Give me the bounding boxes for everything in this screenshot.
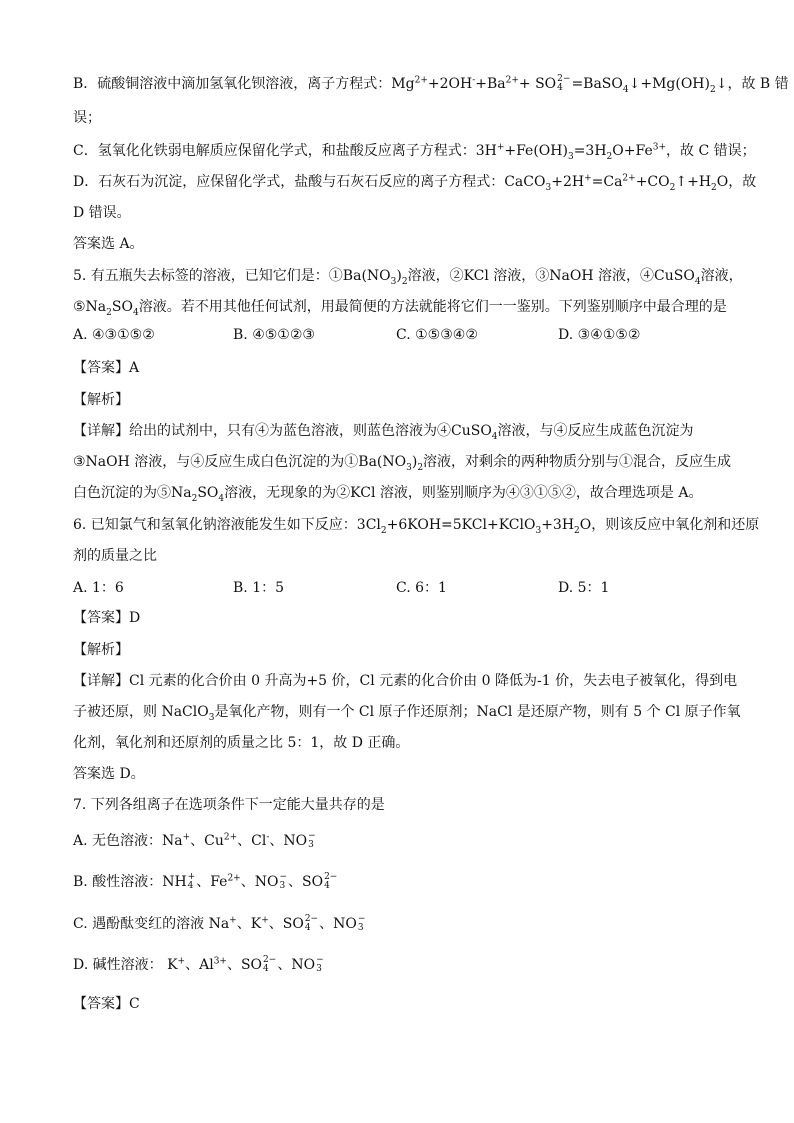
detail-6-line3: 化剂，氧化剂和还原剂的质量之比 5：1，故 D 正确。	[73, 735, 410, 751]
subscript: 2	[380, 525, 387, 536]
text-run: 、K	[236, 916, 262, 932]
text-run: =3H	[573, 143, 607, 159]
sub-sup: 2− 4	[263, 955, 277, 974]
text-run: ⑤Na	[73, 299, 107, 315]
superscript: +	[177, 956, 186, 967]
sub-sup: 2− 4	[557, 74, 571, 93]
subscript: 4	[218, 493, 225, 504]
text-run: +Fe(OH)	[504, 143, 568, 159]
text-run: SO	[197, 485, 219, 501]
text-run: 白色沉淀的为⑤Na	[73, 485, 192, 501]
text-line	[73, 108, 101, 128]
text-run: 溶液，无现象的为②KCl 溶液，则鉴别顺序为④③①⑤②，故合理选项是 A。	[224, 485, 703, 501]
answer-label: 【答案】D	[73, 610, 141, 626]
subscript: 2	[711, 182, 717, 193]
sub-sup: + 4	[187, 872, 196, 891]
answer-line	[73, 234, 144, 254]
option-b	[73, 872, 338, 892]
superscript: +	[584, 173, 592, 184]
option-c: C. 6：1	[396, 580, 447, 596]
text-run: 、NO	[269, 833, 308, 849]
superscript: -	[472, 75, 476, 86]
question-5	[73, 266, 743, 286]
option-a: A. ④③①⑤②	[73, 327, 155, 343]
text-run: 溶液，	[700, 268, 743, 284]
subscript: 2	[709, 84, 716, 95]
superscript: +	[182, 832, 191, 843]
subscript: 4	[491, 431, 498, 442]
question-5-cont	[73, 297, 727, 317]
text-run: 、Cl	[237, 833, 267, 849]
text-run: 、Fe	[196, 874, 228, 890]
text-run: +CO	[635, 174, 670, 190]
text-run: A. 无色溶液：Na	[73, 833, 183, 849]
text-run: 、Al	[185, 957, 214, 973]
superscript: +	[261, 915, 269, 926]
option-d-explanation	[73, 172, 756, 192]
text-run: C．氢氧化化铁弱电解质应保留化学式，和盐酸反应离子方程式：3H	[73, 143, 497, 159]
text-run: 6. 已知氯气和氢氧化钠溶液能发生如下反应：3Cl	[73, 517, 381, 533]
text-run: +2H	[551, 174, 585, 190]
text-run: D．石灰石为沉淀，应保留化学式，盐酸与石灰石反应的离子方程式：CaCO	[73, 174, 546, 190]
text-run: 子被还原，则 NaClO	[73, 704, 209, 720]
detail-5-line2	[73, 452, 731, 472]
text-run: =Ca	[591, 174, 623, 190]
subscript: 3	[535, 525, 542, 536]
text-run: B．硫酸铜溶液中滴加氢氧化钡溶液，离子方程式：Mg	[73, 76, 415, 92]
text-run: 【详解】给出的试剂中，只有④为蓝色溶液，则蓝色溶液为④CuSO	[73, 423, 492, 439]
detail-5-line1	[73, 421, 694, 441]
subscript: 2	[574, 525, 580, 536]
answer-label: 【答案】C	[73, 996, 140, 1012]
sub-sup: − 3	[308, 831, 316, 850]
text-run: =BaSO	[571, 76, 623, 92]
question-6-cont: 剂的质量之比	[73, 548, 157, 564]
option-d: D. ③④①⑤②	[558, 327, 641, 343]
text-run: 误；	[73, 110, 101, 126]
question-7: 7. 下列各组离子在选项条件下一定能大量共存的是	[73, 797, 385, 813]
option-c	[73, 914, 366, 934]
text-run: )	[411, 454, 418, 470]
sub-sup: 2− 4	[324, 872, 338, 891]
subscript: 2	[606, 151, 613, 162]
text-run: 答案选 A。	[73, 236, 144, 252]
analysis-label: 【解析】	[73, 392, 129, 408]
subscript: 3	[406, 462, 412, 473]
text-run: ↑+H	[675, 174, 712, 190]
superscript: +	[229, 915, 237, 926]
text-run: O+Fe	[612, 143, 653, 159]
superscript: 2+	[505, 75, 519, 86]
detail-6-line2	[73, 702, 741, 722]
sub-sup: 2− 4	[304, 914, 319, 933]
superscript: 2+	[223, 832, 238, 843]
subscript: 2	[669, 182, 676, 193]
text-run: C. 遇酚酞变红的溶液 Na	[73, 916, 230, 932]
text-run: 、NO	[319, 916, 357, 932]
option-b-explanation	[73, 74, 789, 94]
text-run: 、SO	[226, 957, 263, 973]
text-run: 5. 有五瓶失去标签的溶液，已知它们是：①Ba(NO	[73, 268, 391, 284]
option-c-explanation	[73, 141, 756, 161]
option-d	[73, 955, 325, 975]
text-run: 、NO	[240, 874, 279, 890]
option-b: B. ④⑤①②③	[233, 327, 315, 343]
subscript: 2	[401, 276, 408, 287]
text-run: +3H	[541, 517, 575, 533]
superscript: -	[266, 832, 270, 843]
text-run: ③NaOH 溶液，与④反应生成白色沉淀的为①Ba(NO	[73, 454, 407, 470]
text-run: 溶液，与④反应生成蓝色沉淀为	[497, 423, 694, 439]
sub-sup: − 3	[279, 872, 287, 891]
text-run: O，故	[716, 174, 757, 190]
subscript: 3	[545, 182, 552, 193]
question-6	[73, 515, 759, 535]
text-run: )	[396, 268, 402, 284]
superscript: 2+	[622, 173, 636, 184]
text-run: +2OH	[427, 76, 473, 92]
subscript: 3	[567, 151, 574, 162]
text-run: D. 碱性溶液： K	[73, 957, 178, 973]
subscript: 4	[694, 276, 701, 287]
superscript: 3+	[213, 956, 227, 967]
text-run: 溶液，②KCl 溶液，③NaOH 溶液，④CuSO	[407, 268, 695, 284]
text-run: 、Cu	[190, 833, 224, 849]
option-c: C. ①⑤③④②	[396, 327, 478, 343]
text-run: 、NO	[277, 957, 316, 973]
superscript: 2+	[227, 873, 241, 884]
detail-5-line3	[73, 483, 702, 503]
option-a: A. 1：6	[73, 580, 124, 596]
analysis-label: 【解析】	[73, 642, 129, 658]
answer-label: 【答案】A	[73, 360, 140, 376]
superscript: 3+	[652, 142, 667, 153]
text-run: 溶液，对剩余的两种物质分别与①混合，反应生成	[423, 454, 732, 470]
text-run: 、SO	[268, 916, 304, 932]
text-line	[73, 203, 131, 223]
text-run: ↓+Mg(OH)	[628, 76, 710, 92]
text-run: 溶液。若不用其他任何试剂，用最简便的方法就能将它们一一鉴别。下列鉴别顺序中最合理的是	[138, 299, 727, 315]
text-run: +6KOH=5KCl+KClO	[386, 517, 536, 533]
option-a	[73, 831, 317, 851]
text-run: 、SO	[288, 874, 324, 890]
subscript: 2	[191, 493, 198, 504]
subscript: 4	[622, 84, 629, 95]
option-d: D. 5：1	[558, 580, 610, 596]
text-run: ，故 C 错误；	[666, 143, 756, 159]
text-run: ↓，故 B 错	[715, 76, 789, 92]
superscript: 2+	[414, 75, 428, 86]
subscript: 4	[132, 307, 139, 318]
text-run: +Ba	[475, 76, 506, 92]
text-run: SO	[111, 299, 133, 315]
sub-sup: − 3	[316, 955, 324, 974]
subscript: 2	[417, 462, 424, 473]
subscript: 3	[208, 712, 215, 723]
detail-6-line1: 【详解】Cl 元素的化合价由 0 升高为+5 价，Cl 元素的化合价由 0 降低为-1 价，失去电子被氧化，得到电	[73, 673, 738, 689]
subscript: 2	[106, 307, 112, 318]
superscript: +	[496, 142, 505, 153]
text-run: 是氧化产物，则有一个 Cl 原子作还原剂；NaCl 是还原产物，则有 5 个 Cl 原子作氧	[214, 704, 741, 720]
text-run: + SO	[518, 76, 557, 92]
text-run: D 错误。	[73, 205, 131, 221]
answer-line: 答案选 D。	[73, 766, 145, 782]
text-run: B. 酸性溶液：NH	[73, 874, 187, 890]
text-run: O，则该反应中氧化剂和还原	[579, 517, 760, 533]
sub-sup: − 3	[357, 914, 366, 933]
option-b: B. 1：5	[233, 580, 285, 596]
subscript: 3	[390, 276, 397, 287]
